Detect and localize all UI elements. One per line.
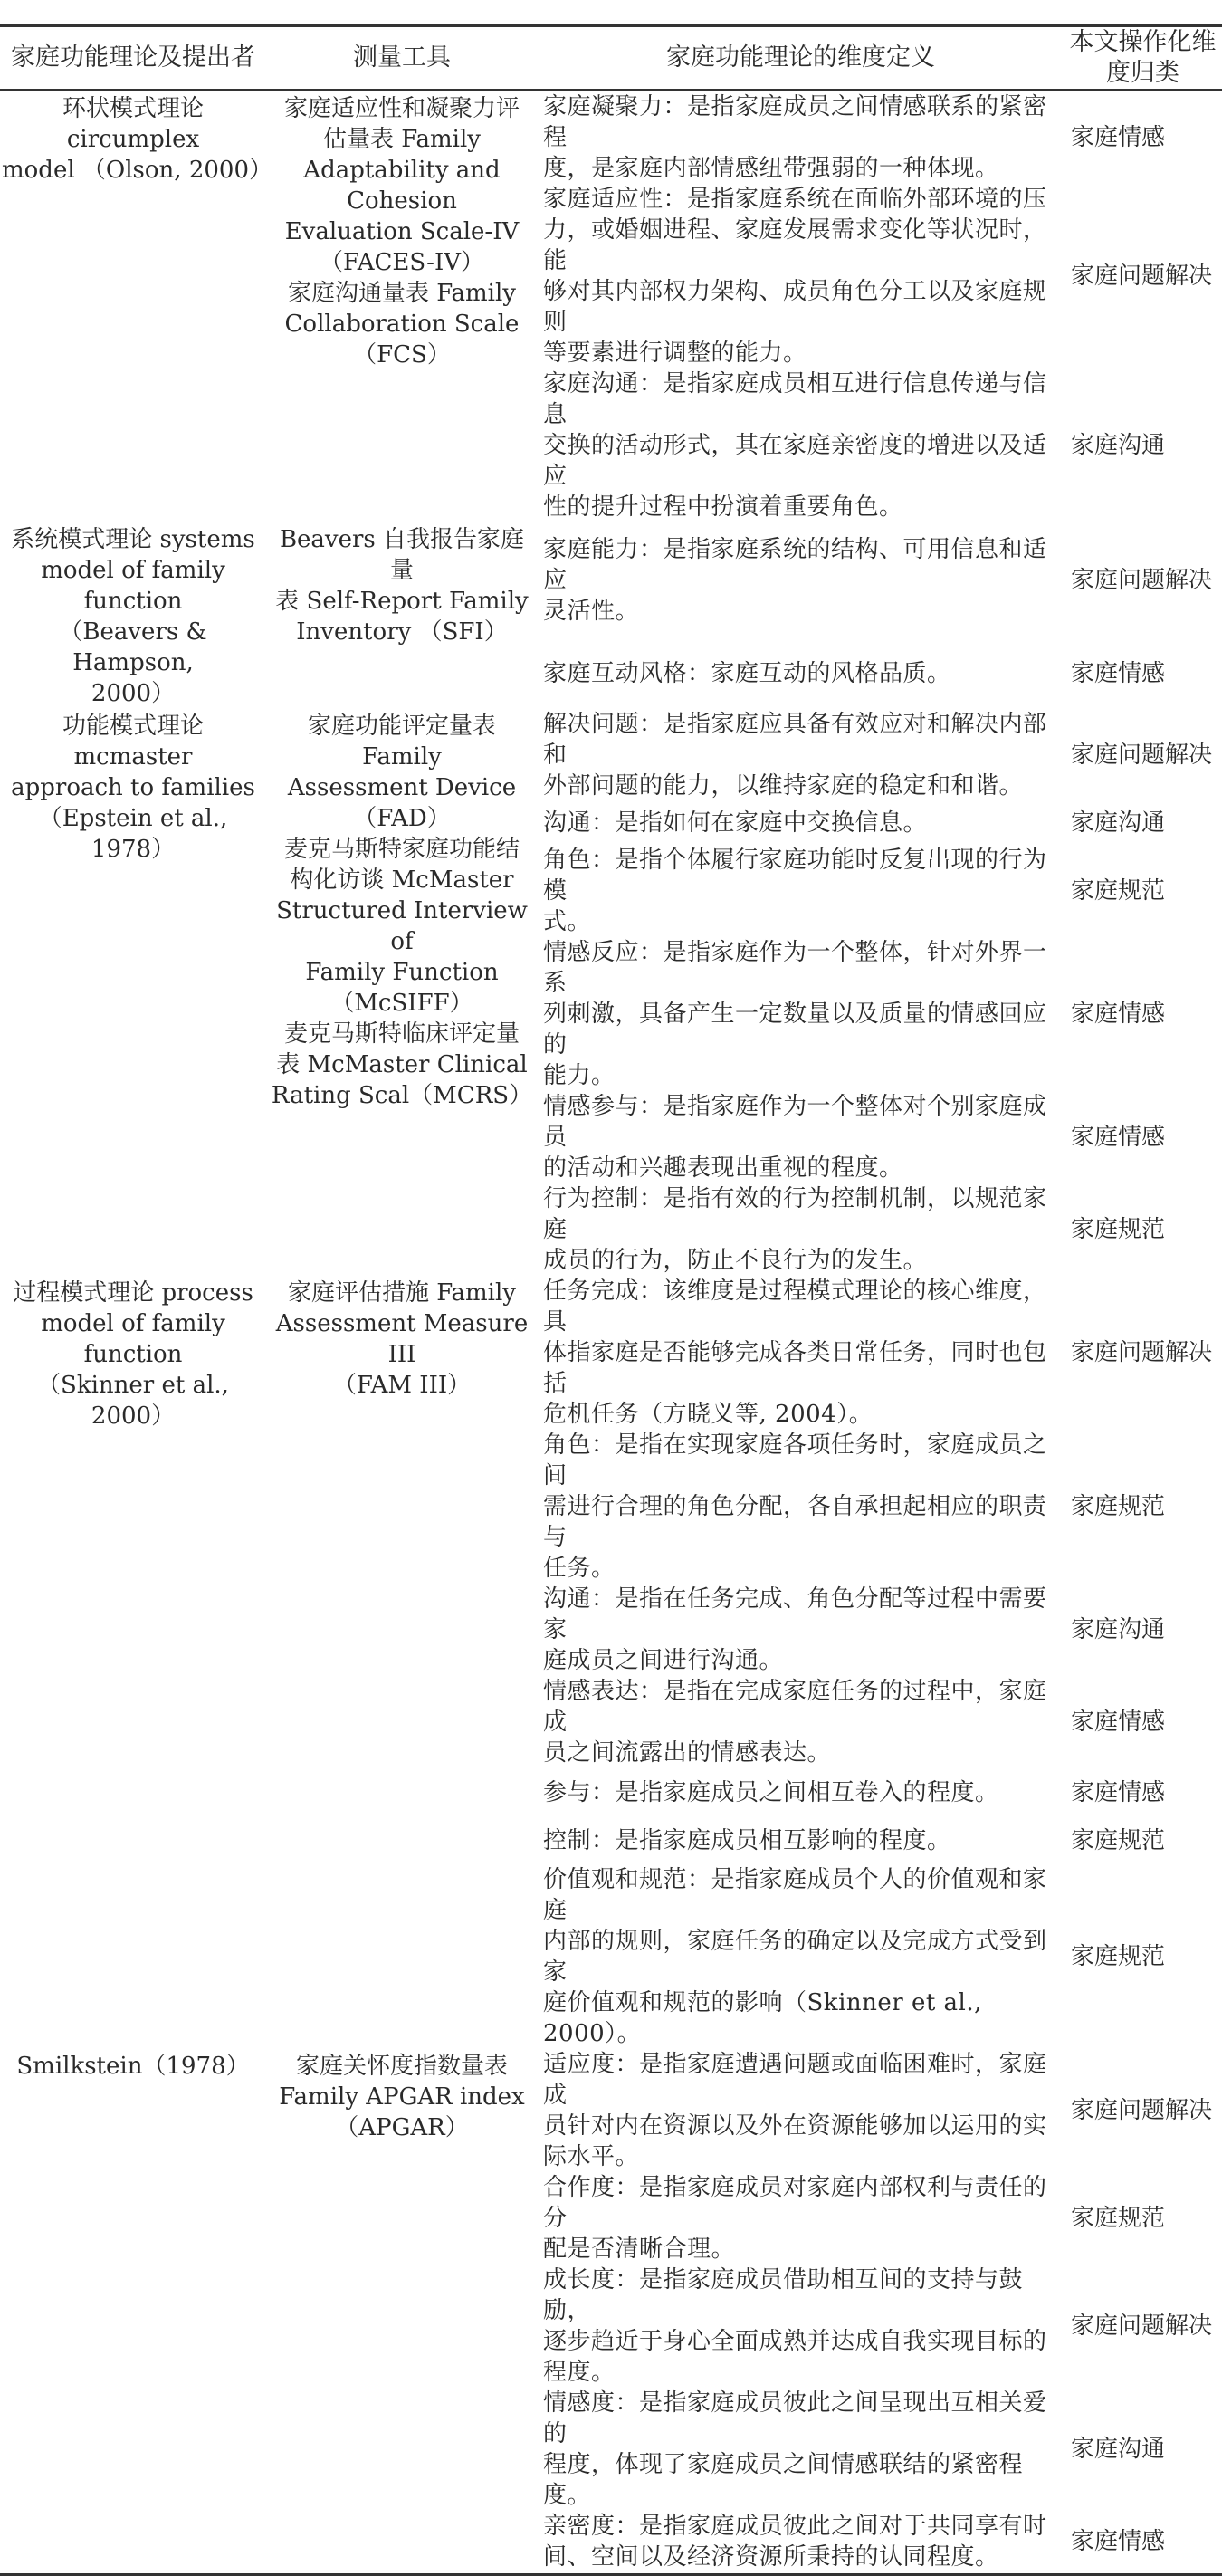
definition-cell: 亲密度：是指家庭成员彼此之间对于共同享有时 间、空间以及经济资源所秉持的认同程度。 [543, 2513, 1047, 2571]
category-cell: 家庭情感 [1071, 124, 1166, 151]
family-function-table [0, 24, 1222, 2576]
definition-cell: 家庭能力：是指家庭系统的结构、可用信息和适应 灵活性。 [543, 536, 1047, 626]
definition-cell: 家庭互动风格：家庭互动的风格品质。 [543, 660, 951, 688]
definition-cell: 角色：是指个体履行家庭功能时反复出现的行为模 式。 [543, 847, 1047, 935]
definition-cell: 参与：是指家庭成员之间相互卷入的程度。 [543, 1779, 999, 1806]
tool-cell: Beavers 自我报告家庭量 表 Self-Report Family Inventory （SFI） [275, 526, 529, 646]
category-cell: 家庭规范 [1071, 1216, 1166, 1243]
category-cell: 家庭规范 [1071, 2205, 1166, 2232]
definition-cell: 价值观和规范：是指家庭成员个人的价值观和家庭 内部的规则，家庭任务的确定以及完成方式受到家 庭价值观和规范的影响（Skinner et al., 2000）。 [543, 1866, 1047, 2047]
table-header [0, 26, 1222, 91]
definition-cell: 情感度：是指家庭成员彼此之间呈现出互相关爱的 程度，体现了家庭成员之间情感联结的紧密程度。 [543, 2389, 1047, 2509]
tool-cell: 家庭功能评定量表 Family Assessment Device（FAD） 麦克马斯特家庭功能结 构化访谈 McMaster Structured Interview of Family Function（McSIFF） 麦克马斯特临床评定量 表 McMaster Clinical Rating Scal（MCRS） [271, 713, 533, 1109]
definition-cell: 合作度：是指家庭成员对家庭内部权利与责任的分 配是否清晰合理。 [543, 2174, 1047, 2263]
category-cell: 家庭规范 [1071, 1493, 1166, 1520]
category-cell: 家庭沟通 [1071, 1616, 1166, 1643]
definition-cell: 成长度：是指家庭成员借助相互间的支持与鼓励， 逐步趋近于身心全面成熟并达成自我实现目标的 程度。 [543, 2266, 1047, 2386]
category-cell: 家庭沟通 [1071, 2436, 1166, 2463]
table-row [0, 522, 1222, 638]
header-tool: 测量工具 [353, 43, 451, 72]
table-row [0, 709, 1222, 801]
definition-cell: 行为控制：是指有效的行为控制机制，以规范家庭 成员的行为，防止不良行为的发生。 [543, 1185, 1047, 1274]
category-cell: 家庭问题解决 [1071, 567, 1213, 595]
category-cell: 家庭情感 [1071, 2528, 1166, 2556]
tool-cell: 家庭评估措施 Family Assessment Measure III （FAM III） [275, 1279, 529, 1399]
table-row [0, 2049, 1222, 2172]
theory-cell: 系统模式理论 systems model of family function （Beavers & Hampson, 2000） [11, 526, 255, 707]
definition-cell: 家庭凝聚力：是指家庭成员之间情感联系的紧密程 度，是家庭内部情感纽带强弱的一种体现。 [543, 93, 1047, 182]
header-category: 本文操作化维 度归类 [1069, 28, 1217, 87]
category-cell: 家庭规范 [1071, 1827, 1166, 1854]
category-cell: 家庭规范 [1071, 1943, 1166, 1970]
header-theory: 家庭功能理论及提出者 [11, 43, 255, 72]
category-cell: 家庭问题解决 [1071, 2313, 1213, 2340]
definition-cell: 沟通：是指如何在家庭中交换信息。 [543, 809, 928, 837]
definition-cell: 沟通：是指在任务完成、角色分配等过程中需要家 庭成员之间进行沟通。 [543, 1585, 1047, 1674]
definition-cell: 适应度：是指家庭遭遇问题或面临困难时，家庭成 员针对内在资源以及外在资源能够加以运用的实 际水平。 [543, 2051, 1047, 2170]
definition-cell: 角色：是指在实现家庭各项任务时，家庭成员之间 需进行合理的角色分配，各自承担起相应的职责与 任务。 [543, 1432, 1047, 1582]
category-cell: 家庭情感 [1071, 1001, 1166, 1028]
definition-cell: 情感反应：是指家庭作为一个整体，针对外界一系 列刺激，具备产生一定数量以及质量的情感回应的 能力。 [543, 939, 1047, 1089]
table-row [0, 91, 1222, 185]
theory-cell: 环状模式理论 circumplex model （Olson, 2000） [2, 95, 272, 184]
theory-cell: 功能模式理论 mcmaster approach to families （Epstein et al., 1978） [11, 713, 255, 863]
category-cell: 家庭情感 [1071, 1779, 1166, 1806]
definition-cell: 控制：是指家庭成员相互影响的程度。 [543, 1827, 951, 1854]
category-cell: 家庭问题解决 [1071, 1339, 1213, 1366]
definition-cell: 情感参与：是指家庭作为一个整体对个别家庭成员 的活动和兴趣表现出重视的程度。 [543, 1093, 1047, 1182]
tool-cell: 家庭关怀度指数量表 Family APGAR index （APGAR） [279, 2053, 525, 2141]
table-row [0, 1276, 1222, 1430]
definition-cell: 情感表达：是指在完成家庭任务的过程中，家庭成 员之间流露出的情感表达。 [543, 1678, 1047, 1767]
theory-cell: Smilkstein（1978） [16, 2053, 250, 2080]
definition-cell: 任务完成：该维度是过程模式理论的核心维度，具 体指家庭是否能够完成各类日常任务，同时也包括 危机任务（方晓义等, 2004）。 [543, 1278, 1047, 1428]
category-cell: 家庭问题解决 [1071, 742, 1213, 769]
category-cell: 家庭沟通 [1071, 432, 1166, 459]
header-definition: 家庭功能理论的维度定义 [666, 43, 935, 72]
tool-cell: 家庭适应性和凝聚力评 估量表 Family Adaptability and Cohesion Evaluation Scale-IV （FACES-IV） 家庭沟通量表 Family Collaboration Scale（FCS） [283, 95, 520, 369]
theory-cell: 过程模式理论 process model of family function （Skinner et al., 2000） [13, 1279, 253, 1430]
category-cell: 家庭问题解决 [1071, 2097, 1213, 2124]
definition-cell: 解决问题：是指家庭应具备有效应对和解决内部和 外部问题的能力，以维持家庭的稳定和和谐。 [543, 711, 1047, 800]
definition-cell: 家庭沟通：是指家庭成员相互进行信息传递与信息 交换的活动形式，其在家庭亲密度的增进以及适应 性的提升过程中扮演着重要角色。 [543, 370, 1047, 521]
category-cell: 家庭情感 [1071, 1124, 1166, 1151]
category-cell: 家庭沟通 [1071, 809, 1166, 837]
definition-cell: 家庭适应性：是指家庭系统在面临外部环境的压 力，或婚姻进程、家庭发展需求变化等状况时，能 够对其内部权力架构、成员角色分工以及家庭规则 等要素进行调整的能力。 [543, 186, 1047, 367]
category-cell: 家庭情感 [1071, 1709, 1166, 1736]
category-cell: 家庭情感 [1071, 660, 1166, 688]
category-cell: 家庭规范 [1071, 877, 1166, 905]
category-cell: 家庭问题解决 [1071, 263, 1213, 290]
table-body [0, 91, 1222, 2575]
